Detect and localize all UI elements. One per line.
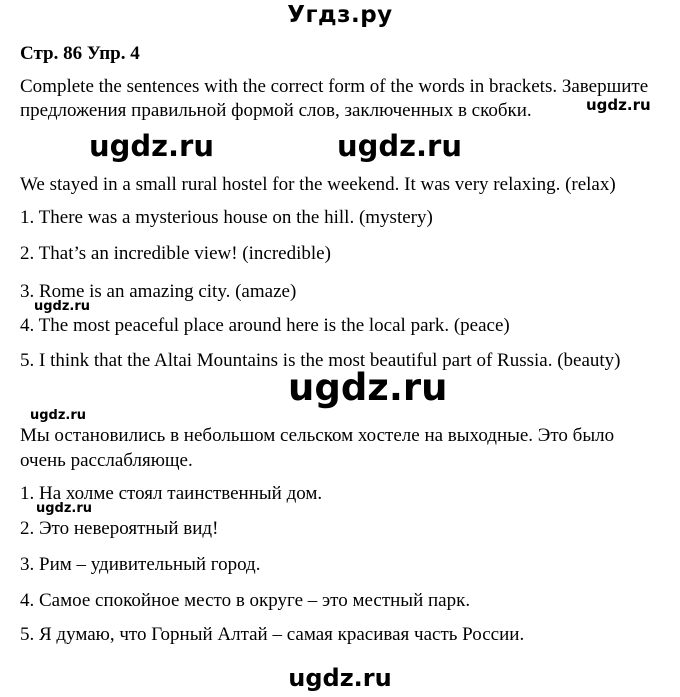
russian-item-1: 1. На холме стоял таинственный дом.	[20, 483, 323, 504]
site-title: Угдз.ру	[287, 2, 393, 28]
watermark-small-left-mid: ugdz.ru	[34, 299, 91, 314]
english-example: We stayed in a small rural hostel for the weekend. It was very relaxing. (relax)	[20, 174, 616, 195]
watermark-tiny-left: ugdz.ru	[36, 501, 93, 516]
watermark-big-center: ugdz.ru	[337, 129, 463, 163]
instruction-line-2: предложения правильной формой слов, заключенных в скобки.	[20, 100, 532, 121]
english-item-2: 2. That’s an incredible view! (incredible)	[20, 243, 331, 264]
instruction-line-1: Complete the sentences with the correct form of the words in brackets. Завершите	[20, 76, 649, 97]
russian-item-3: 3. Рим – удивительный город.	[20, 554, 261, 575]
english-item-3: 3. Rome is an amazing city. (amaze)	[20, 281, 297, 302]
english-item-4: 4. The most peaceful place around here is the local park. (peace)	[20, 315, 510, 336]
russian-example-line-1: Мы остановились в небольшом сельском хостеле на выходные. Это было	[20, 425, 615, 446]
watermark-big-left: ugdz.ru	[89, 129, 215, 163]
page-heading: Стр. 86 Упр. 4	[20, 43, 140, 64]
russian-item-5: 5. Я думаю, что Горный Алтай – самая красивая часть России.	[20, 624, 525, 645]
english-item-1: 1. There was a mysterious house on the hill. (mystery)	[20, 207, 433, 228]
watermark-bottom-center: ugdz.ru	[288, 664, 392, 692]
watermark-top-right: ugdz.ru	[586, 96, 651, 114]
english-item-5: 5. I think that the Altai Mountains is the most beautiful part of Russia. (beauty)	[20, 350, 621, 371]
russian-item-2: 2. Это невероятный вид!	[20, 518, 219, 539]
russian-example-line-2: очень расслабляюще.	[20, 450, 193, 471]
russian-item-4: 4. Самое спокойное место в округе – это местный парк.	[20, 590, 471, 611]
watermark-huge-center: ugdz.ru	[288, 366, 448, 409]
watermark-small-left-low: ugdz.ru	[30, 408, 87, 423]
